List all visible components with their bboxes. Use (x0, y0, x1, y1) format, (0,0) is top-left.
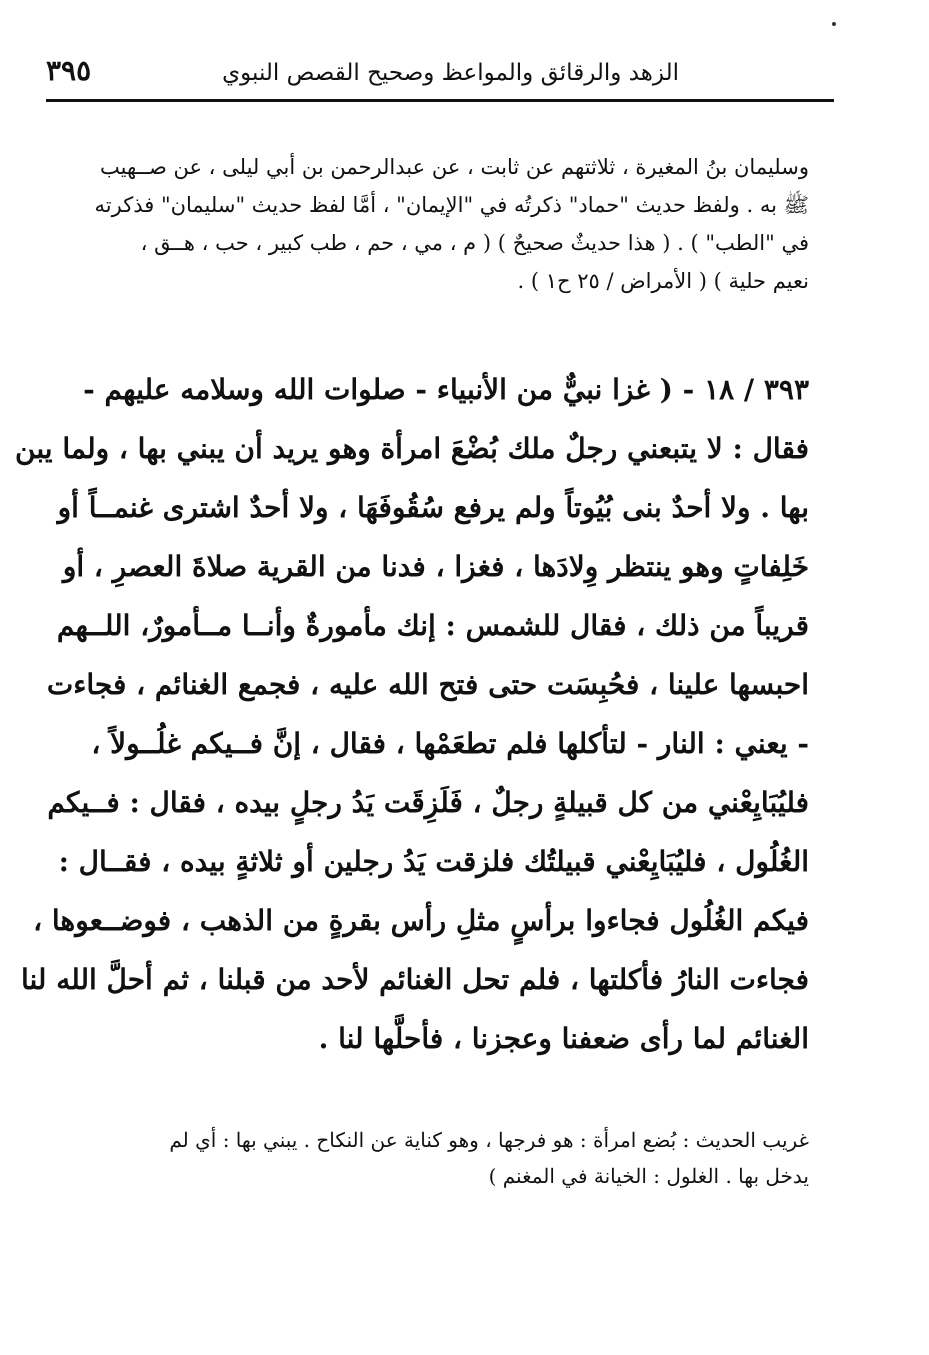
hadith-line: فقال : لا يتبعني رجلٌ ملك بُضْعَ امرأة وهو يريد أن يبني بها ، ولما يبن (15, 432, 809, 465)
hadith-line: فيكم الغُلُول فجاءوا برأسٍ مثلِ رأس بقرةٍ من الذهب ، فوضــعوها ، (33, 904, 809, 937)
running-title: الزهد والرقائق والمواعظ وصحيح القصص النبوي (222, 60, 679, 86)
hadith-line: احبسها علينا ، فحُبِسَت حتى فتح الله عليه ، فجمع الغنائم ، فجاءت (46, 668, 809, 701)
margin-dot (832, 22, 836, 26)
source-line: ﷺ به . ولفظ حديث "حماد" ذكرتُه في "الإيمان" ، أمَّا لفظ حديث "سليمان" فذكرته (94, 193, 809, 217)
hadith-line: - يعني : النار - لتأكلها فلم تطعَمْها ، فقال ، إنَّ فــيكم غلُــولاً ، (91, 727, 809, 760)
hadith-line: فليُبَايِعْني من كل قبيلةٍ رجلٌ ، فَلَزِقَت يَدُ رجلٍ بيده ، فقال : فــيكم (47, 786, 809, 819)
hadith-line: بها . ولا أحدٌ بنى بُيُوتاً ولم يرفع سُقُوفَهَا ، ولا أحدٌ اشترى غنمــاً أو (57, 491, 809, 524)
hadith-line: قريباً من ذلك ، فقال للشمس : إنك مأمورةٌ وأنــا مــأمورٌ، اللــهم (56, 609, 809, 642)
page-number: ٣٩٥ (46, 54, 92, 87)
hadith-paragraph (15, 360, 809, 1068)
source-line: نعيم حلية ) ( الأمراض / ٢٥ ح١ ) . (517, 269, 809, 293)
hadith-line: فجاءت النارُ فأكلتها ، فلم تحل الغنائم لأحد من قبلنا ، ثم أحلَّ الله لنا (20, 963, 809, 996)
hadith-line: الغنائم لما رأى ضعفنا وعجزنا ، فأحلَّها لنا . (318, 1022, 809, 1055)
header-rule (46, 99, 834, 102)
hadith-line: الغُلُول ، فليُبَايِعْني قبيلتُك فلزقت يَدُ رجلين أو ثلاثةٍ بيده ، فقــال : (58, 845, 809, 878)
hadith-line: خَلِفاتٍ وهو ينتظر وِلادَها ، فغزا ، فدنا من القرية صلاةَ العصرِ ، أو (62, 550, 809, 583)
source-line: وسليمان بنُ المغيرة ، ثلاثتهم عن ثابت ، عن عبدالرحمن بن أبي ليلى ، عن صــهيب (100, 155, 809, 179)
running-header (46, 52, 834, 100)
hadith-line: ٣٩٣ / ١٨ - ( غزا نبيٌّ من الأنبياء - صلوات الله وسلامه عليهم - (83, 373, 809, 406)
gloss-footnote (101, 1122, 809, 1194)
source-line: في "الطب" ) . ( هذا حديثٌ صحيحٌ ) ( م ، مي ، حم ، طب كبير ، حب ، هــق ، (140, 231, 809, 255)
source-citation-paragraph (94, 148, 809, 300)
gloss-line: يدخل بها . الغلول : الخيانة في المغنم ) (488, 1164, 809, 1188)
gloss-line: غريب الحديث : بُضع امرأة : هو فرجها ، وهو كناية عن النكاح . يبني بها : أي لم (169, 1128, 809, 1152)
